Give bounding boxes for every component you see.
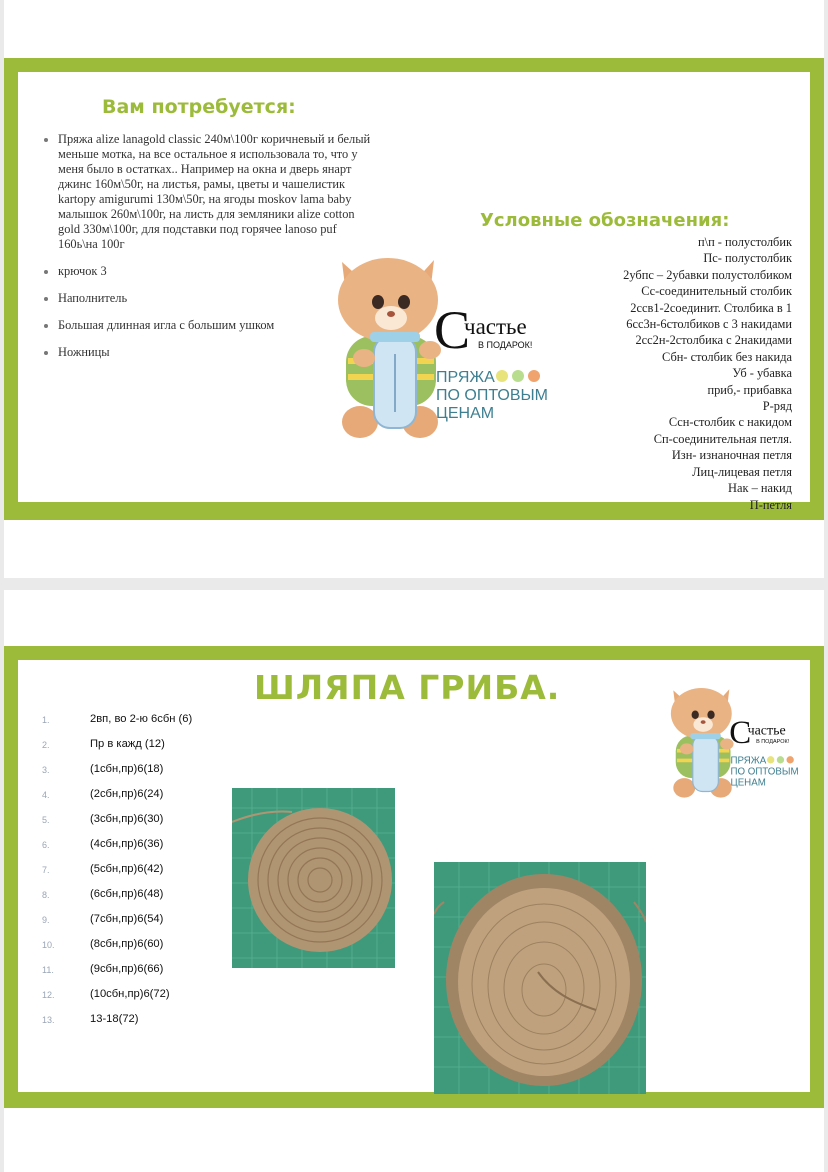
kitten-mascot-icon: [671, 688, 734, 798]
hat-step: 12. (10сбн,пр)6(72): [42, 988, 170, 1000]
brand-name: частье: [464, 314, 527, 339]
materials-item: • крючок 3: [58, 264, 376, 279]
logo-line-1: ПРЯЖА: [436, 369, 495, 386]
logo-line-3: ЦЕНАМ: [730, 777, 766, 789]
legend-item: П-петля: [749, 497, 792, 512]
hat-step: 8. (6сбн,пр)6(48): [42, 888, 164, 900]
hat-step: 5. (3сбн,пр)6(30): [42, 813, 164, 825]
brand-subtitle: В ПОДАРОК!: [756, 738, 790, 745]
legend-item: 2убпс – 2убавки полустолбиком: [623, 267, 792, 282]
legend-item: 2сс2н-2столбика с 2накидами: [635, 333, 792, 348]
legend-item: Нак – накид: [728, 481, 792, 496]
legend-item: Сс-соединительный столбик: [641, 284, 792, 299]
photo-hat-bowl: [434, 862, 646, 1094]
legend-title: Условные обозначения:: [480, 210, 730, 231]
brand-initial: С: [729, 714, 752, 751]
logo-line-2: ПО ОПТОВЫМ: [730, 766, 799, 778]
legend-item: Изн- изнаночная петля: [671, 448, 792, 463]
hat-step: 9. (7сбн,пр)6(54): [42, 913, 164, 925]
hat-step: 6. (4сбн,пр)6(36): [42, 838, 164, 850]
materials-list: [42, 132, 376, 372]
legend-item: 6сс3н-6столбиков с 3 накидами: [626, 317, 792, 332]
hat-step: 4. (2сбн,пр)6(24): [42, 788, 164, 800]
hat-step: 7. (5сбн,пр)6(42): [42, 863, 164, 875]
hat-step: 13. 13-18(72): [42, 1013, 139, 1025]
hat-step: 3. (1сбн,пр)6(18): [42, 763, 164, 775]
brand-subtitle: В ПОДАРОК!: [478, 340, 533, 350]
materials-item: • Ножницы: [58, 345, 376, 360]
materials-item: • Большая длинная игла с большим ушком: [58, 318, 376, 333]
hat-title: ШЛЯПА ГРИБА.: [254, 668, 561, 707]
kitten-mascot-icon: [338, 258, 441, 438]
materials-item: • Наполнитель: [58, 291, 376, 306]
hat-step: 2. Пр в кажд (12): [42, 738, 165, 750]
materials-title: Вам потребуется:: [102, 96, 296, 118]
brand-logo: [330, 250, 560, 450]
hat-steps-list: [40, 712, 192, 1037]
legend-item: Сбн- столбик без накида: [662, 349, 792, 364]
brand-name: частье: [747, 723, 786, 739]
logo-line-2: ПО ОПТОВЫМ: [436, 387, 548, 404]
brand-logo-small: [666, 682, 806, 806]
legend-item: Лиц-лицевая петля: [692, 464, 792, 479]
logo-line-3: ЦЕНАМ: [436, 405, 495, 422]
page-2: [4, 590, 824, 1172]
legend-item: Ссн-столбик с накидом: [668, 415, 792, 430]
legend-item: 2ссв1-2соединит. Столбика в 1: [630, 300, 792, 315]
materials-item: • Пряжа alize lanagold classic 240м\100г коричневый и белый меньше мотка, на все остальное я использовала то, что у меня было в остатках.. Например на окна и дверь янарт джинс 160м\50г, на листья, рамы, цветы и чашелистик kartopy amigurumi 130м\50г, на ягоды moskov lama baby малышок 260м\100г, на листь для земляники alize cotton gold 330м\100г, для подставки под горячее lanoso puf 160ь\на 100г: [58, 132, 376, 252]
logo-line-1: ПРЯЖА: [730, 755, 767, 767]
hat-step: 1. 2вп, во 2-ю 6сбн (6): [42, 713, 193, 725]
hat-step: 10. (8сбн,пр)6(60): [42, 938, 164, 950]
yarn-balls-icon: [767, 756, 794, 763]
photo-hat-disk: [232, 788, 395, 968]
legend-item: приб,- прибавка: [707, 382, 792, 397]
yarn-balls-icon: [496, 370, 540, 382]
hat-step: 11. (9сбн,пр)6(66): [42, 963, 164, 975]
legend-item: п\п - полустолбик: [698, 235, 792, 249]
legend-item: Пс- полустолбик: [703, 251, 792, 266]
legend-item: Уб - убавка: [732, 366, 792, 381]
legend-item: Сп-соединительная петля.: [653, 431, 792, 446]
brand-initial: С: [434, 300, 471, 360]
legend-item: Р-ряд: [762, 399, 792, 414]
